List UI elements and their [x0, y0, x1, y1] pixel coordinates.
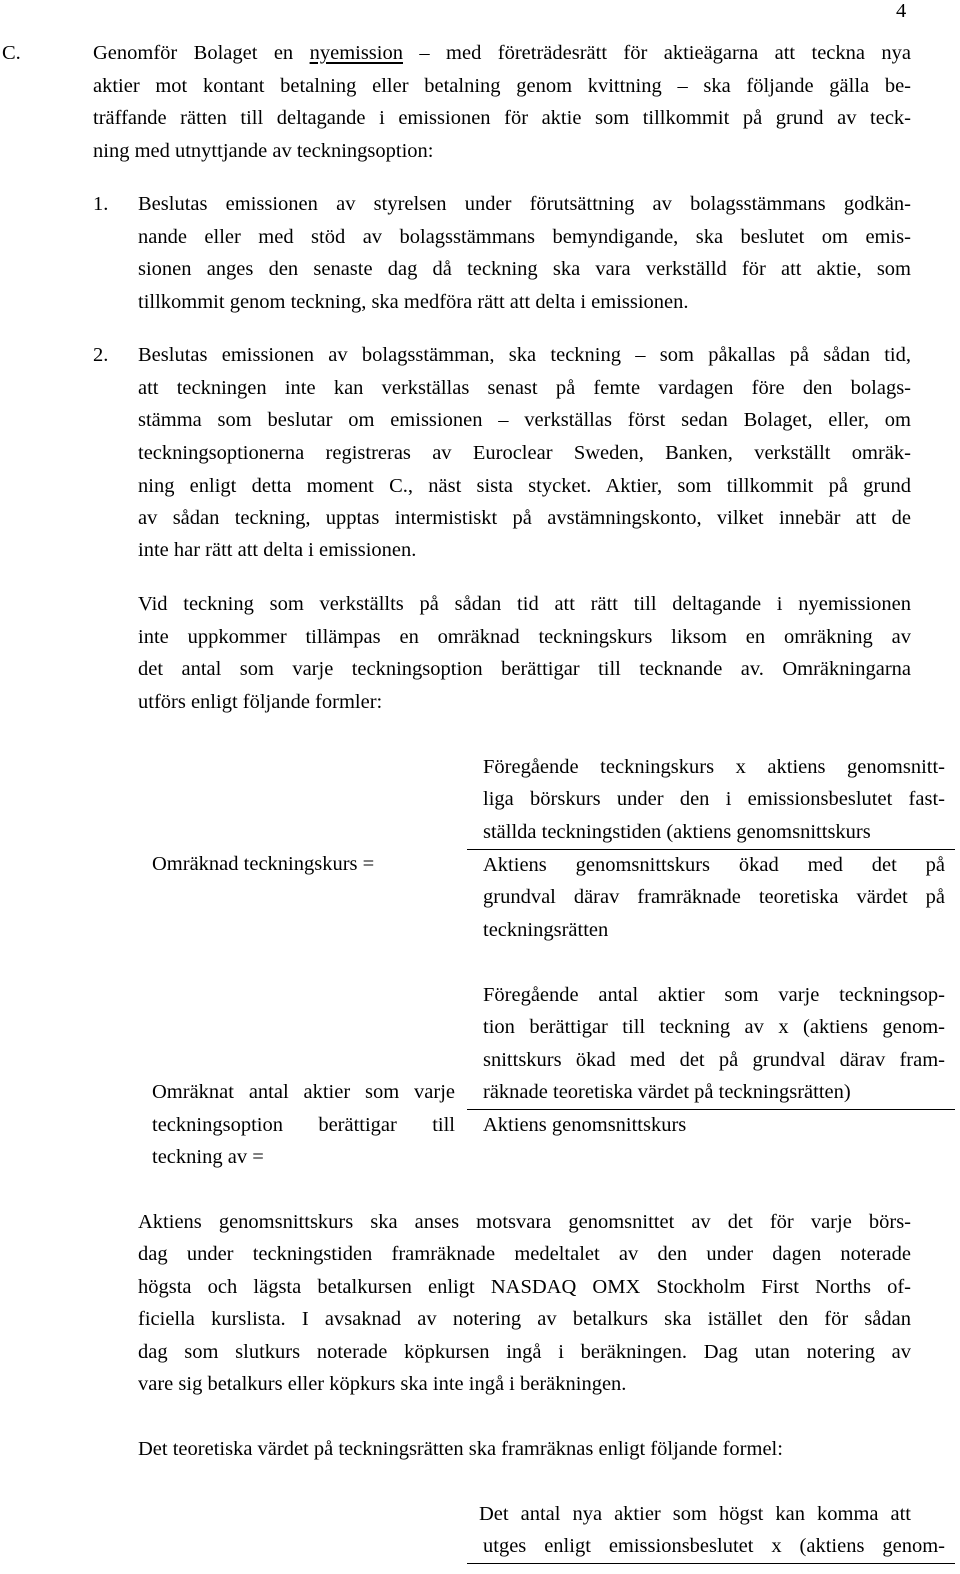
- formula-2-fraction-bar: [467, 1109, 955, 1110]
- para-vid-line-2: inte uppkommer tillämpas en omräknad teckningskurs liksom en omräkning av: [138, 626, 911, 648]
- formula-1-numerator-line-3: ställda teckningstiden (aktiens genomsnittskurs: [483, 821, 871, 843]
- item-2-line-2: att teckningen inte kan verkställas senast på femte vardagen före den bolags-: [138, 377, 911, 399]
- item-2-line-3: stämma som beslutar om emissionen – verkställas först sedan Bolaget, eller, om: [138, 409, 911, 431]
- intro-line-3: träffande rätten till deltagande i emissionen för aktie som tillkommit på grund av teck-: [93, 107, 911, 129]
- intro-text-pre: Genomför Bolaget en: [93, 42, 294, 64]
- para-vid-line-3: det antal som varje teckningsoption berättigar till tecknande av. Omräkningarna: [138, 658, 911, 680]
- para-avg-line-3: högsta och lägsta betalkursen enligt NASDAQ OMX Stockholm First Norths of-: [138, 1276, 911, 1298]
- page-number: 4: [896, 0, 907, 22]
- item-1-number: 1.: [93, 193, 109, 215]
- formula-2-label-line-2: teckningsoption berättigar till: [152, 1114, 455, 1136]
- formula-2-numerator-line-2: tion berättigar till teckning av x (aktiens genom-: [483, 1016, 945, 1038]
- para-avg-line-1: Aktiens genomsnittskurs ska anses motsvara genomsnittet av det för varje börs-: [138, 1211, 911, 1233]
- formula-2-numerator-line-4: räknade teoretiska värdet på teckningsrätten): [483, 1081, 851, 1103]
- formula-2-label-line-1: Omräknat antal aktier som varje: [152, 1081, 455, 1103]
- para-avg-line-6: vare sig betalkurs eller köpkurs ska inte ingå i beräkningen.: [138, 1373, 627, 1395]
- para-vid-line-4: utförs enligt följande formler:: [138, 691, 383, 713]
- item-2-line-4: teckningsoptionerna registreras av Euroclear Sweden, Banken, verkställt omräk-: [138, 442, 911, 464]
- item-2-line-5: ning enligt detta moment C., näst sista stycket. Aktier, som tillkommit på grund: [138, 475, 911, 497]
- item-2-line-6: av sådan teckning, upptas intermistiskt på avstämningskonto, vilket innebär att de: [138, 507, 911, 529]
- formula-2-numerator-line-1: Föregående antal aktier som varje teckningsop-: [483, 984, 945, 1006]
- para-avg-line-4: ficiella kurslista. I avsaknad av notering av betalkurs ska istället den för sådan: [138, 1308, 911, 1330]
- item-1-line-1: Beslutas emissionen av styrelsen under förutsättning av bolagsstämmans godkän-: [138, 193, 911, 215]
- intro-line-1: [93, 41, 911, 65]
- formula-1-denominator-line-1: Aktiens genomsnittskurs ökad med det på: [483, 854, 945, 876]
- formula-1-label: Omräknad teckningskurs =: [152, 853, 375, 875]
- formula-3-numerator-line-2: utges enligt emissionsbeslutet x (aktiens genom-: [483, 1535, 945, 1557]
- item-2-line-1: Beslutas emissionen av bolagsstämman, ska teckning – som påkallas på sådan tid,: [138, 344, 911, 366]
- formula-1-fraction-bar: [467, 849, 955, 850]
- item-2-number: 2.: [93, 344, 109, 366]
- item-1-line-2: nande eller med stöd av bolagsstämmans bemyndigande, ska beslutet om emis-: [138, 226, 911, 248]
- formula-3-fraction-bar: [467, 1563, 955, 1564]
- formula-2-denominator-line-1: Aktiens genomsnittskurs: [483, 1114, 687, 1136]
- para-vid-line-1: Vid teckning som verkställts på sådan tid att rätt till deltagande i nyemissionen: [138, 593, 911, 615]
- para-avg-line-5: dag som slutkurs noterade köpkursen ingå i beräkningen. Dag utan notering av: [138, 1341, 911, 1363]
- formula-3-numerator-line-1: Det antal nya aktier som högst kan komma att: [479, 1503, 911, 1525]
- intro-text-post: – med företrädesrätt för aktieägarna att teckna nya: [419, 42, 911, 64]
- item-1-line-3: sionen anges den senaste dag då teckning ska vara verkställd för att aktie, som: [138, 258, 911, 280]
- formula-2-label-line-3: teckning av =: [152, 1146, 264, 1168]
- para-theoretical-line-1: Det teoretiska värdet på teckningsrätten ska framräknas enligt följande formel:: [138, 1438, 783, 1460]
- formula-1-numerator-line-2: liga börskurs under den i emissionsbeslutet fast-: [483, 788, 945, 810]
- formula-1-denominator-line-2: grundval därav framräknade teoretiska värdet på: [483, 886, 945, 908]
- item-2-line-7: inte har rätt att delta i emissionen.: [138, 539, 417, 561]
- nyemission-link[interactable]: nyemission: [309, 42, 403, 64]
- intro-line-2: aktier mot kontant betalning eller betalning genom kvittning – ska följande gälla be-: [93, 75, 911, 97]
- formula-1-denominator-line-3: teckningsrätten: [483, 919, 609, 941]
- item-1-line-4: tillkommit genom teckning, ska medföra rätt att delta i emissionen.: [138, 291, 689, 313]
- formula-1-numerator-line-1: Föregående teckningskurs x aktiens genomsnitt-: [483, 756, 945, 778]
- intro-line-4: ning med utnyttjande av teckningsoption:: [93, 140, 434, 162]
- formula-2-numerator-line-3: snittskurs ökad med det på grundval därav fram-: [483, 1049, 945, 1071]
- section-letter: C.: [2, 42, 21, 64]
- para-avg-line-2: dag under teckningstiden framräknade medeltalet av den under dagen noterade: [138, 1243, 911, 1265]
